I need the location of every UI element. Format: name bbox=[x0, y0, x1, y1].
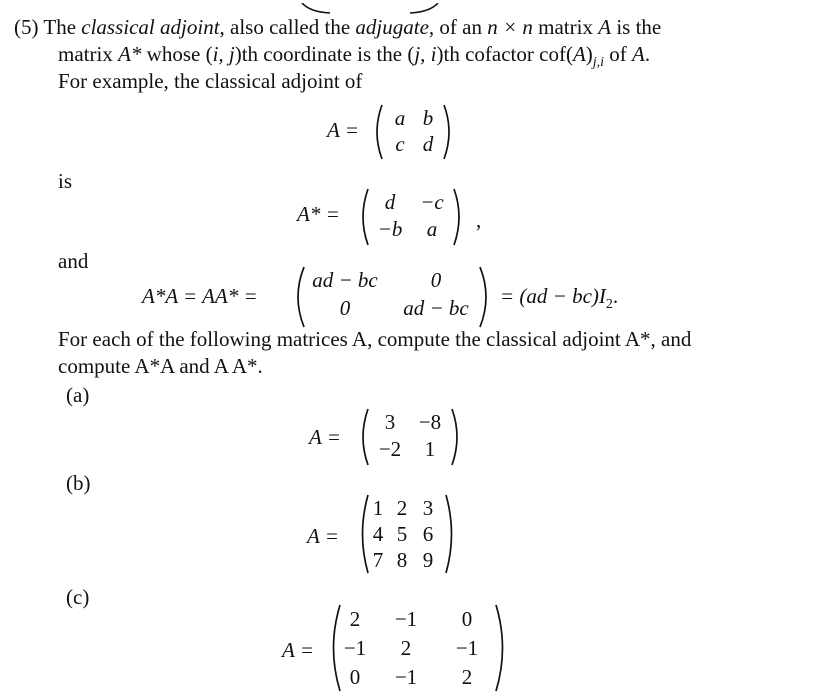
matrix-cell: 2 bbox=[396, 496, 408, 520]
matrix-cell: 3 bbox=[384, 410, 396, 434]
part-a-label: (a) bbox=[66, 383, 90, 407]
and-word: and bbox=[58, 249, 89, 273]
matrix-cell: 3 bbox=[422, 496, 434, 520]
matrix-cell: −c bbox=[420, 190, 444, 214]
matrix-cell: 6 bbox=[422, 522, 434, 546]
matrix-row bbox=[368, 522, 440, 547]
matrix-row bbox=[338, 665, 494, 690]
matrix-cell: −1 bbox=[394, 607, 418, 631]
matrix-cell: 1 bbox=[372, 496, 384, 520]
matrix-row bbox=[372, 410, 452, 435]
right-paren bbox=[452, 188, 466, 246]
right-paren bbox=[444, 494, 458, 574]
matrix-row bbox=[386, 132, 442, 157]
matrix-cell: −1 bbox=[455, 636, 479, 660]
problem-line-3: For example, the classical adjoint of bbox=[58, 69, 363, 93]
instructions-line-1: For each of the following matrices A, compute the classical adjoint A*, and bbox=[58, 327, 692, 351]
matrix-cell: 0 bbox=[339, 296, 351, 320]
matrix-cell: 2 bbox=[349, 607, 361, 631]
comma: , bbox=[476, 208, 482, 232]
left-paren bbox=[370, 104, 384, 160]
matrix-cell: a bbox=[426, 217, 438, 241]
problem-line-2: matrix A* whose (i, j)th coordinate is the (j, i)th cofactor $cof(A)_{j,i}$ of A. bbox=[58, 42, 651, 71]
matrix-row bbox=[306, 268, 488, 293]
matrix-cell: 7 bbox=[372, 548, 384, 572]
product-result: = $(ad - bc)I_2$. bbox=[500, 284, 619, 313]
matrix-cell: 4 bbox=[372, 522, 384, 546]
matrix-cell: −1 bbox=[343, 636, 367, 660]
matrix-cell: 2 bbox=[461, 665, 473, 689]
matrix-cell: −1 bbox=[394, 665, 418, 689]
example-a-label: A = bbox=[327, 118, 359, 142]
matrix-cell: 1 bbox=[424, 437, 436, 461]
problem-line-1: (5) The classical adjoint, also called the adjugate, of an n × n matrix A is the bbox=[14, 15, 662, 39]
left-paren bbox=[356, 408, 370, 466]
matrix-cell: 9 bbox=[422, 548, 434, 572]
matrix-cell: −2 bbox=[378, 437, 402, 461]
matrix-cell: ad − bc bbox=[312, 268, 378, 292]
matrix-row bbox=[372, 437, 452, 462]
part-c-eq: A = bbox=[282, 638, 314, 662]
matrix-cell: 8 bbox=[396, 548, 408, 572]
part-c-label: (c) bbox=[66, 585, 90, 609]
matrix-cell: c bbox=[395, 132, 405, 156]
matrix-row bbox=[338, 607, 494, 632]
matrix-cell: 0 bbox=[461, 607, 473, 631]
right-paren bbox=[442, 104, 456, 160]
matrix-cell: b bbox=[422, 106, 434, 130]
matrix-cell: 0 bbox=[349, 665, 361, 689]
part-b-eq: A = bbox=[307, 524, 339, 548]
matrix-row bbox=[338, 636, 494, 661]
left-paren bbox=[356, 188, 370, 246]
matrix-cell: ad − bc bbox=[403, 296, 469, 320]
instructions-line-2: compute A*A and A A*. bbox=[58, 354, 263, 378]
term-classical-adjoint: classical adjoint bbox=[81, 15, 220, 39]
matrix-cell: −8 bbox=[418, 410, 442, 434]
example-astar-label: A* = bbox=[297, 202, 340, 226]
matrix-cell: 2 bbox=[400, 636, 412, 660]
matrix-row bbox=[386, 106, 442, 131]
matrix-cell: 5 bbox=[396, 522, 408, 546]
matrix-cell: −b bbox=[377, 217, 403, 241]
matrix-row bbox=[370, 190, 454, 215]
matrix-row bbox=[368, 548, 440, 573]
matrix-row bbox=[368, 496, 440, 521]
matrix-cell: d bbox=[384, 190, 396, 214]
part-b-label: (b) bbox=[66, 471, 91, 495]
problem-number: (5) bbox=[14, 15, 39, 39]
right-paren bbox=[450, 408, 464, 466]
matrix-cell: a bbox=[394, 106, 406, 130]
product-label: A*A = AA* = bbox=[142, 284, 258, 308]
term-adjugate: adjugate bbox=[355, 15, 429, 39]
right-paren bbox=[494, 604, 510, 692]
is-word: is bbox=[58, 169, 73, 193]
matrix-row bbox=[306, 296, 488, 321]
matrix-cell: d bbox=[422, 132, 434, 156]
matrix-cell: 0 bbox=[430, 268, 442, 292]
part-a-eq: A = bbox=[309, 425, 341, 449]
matrix-row bbox=[370, 217, 454, 242]
left-paren bbox=[290, 266, 306, 328]
right-paren bbox=[478, 266, 494, 328]
